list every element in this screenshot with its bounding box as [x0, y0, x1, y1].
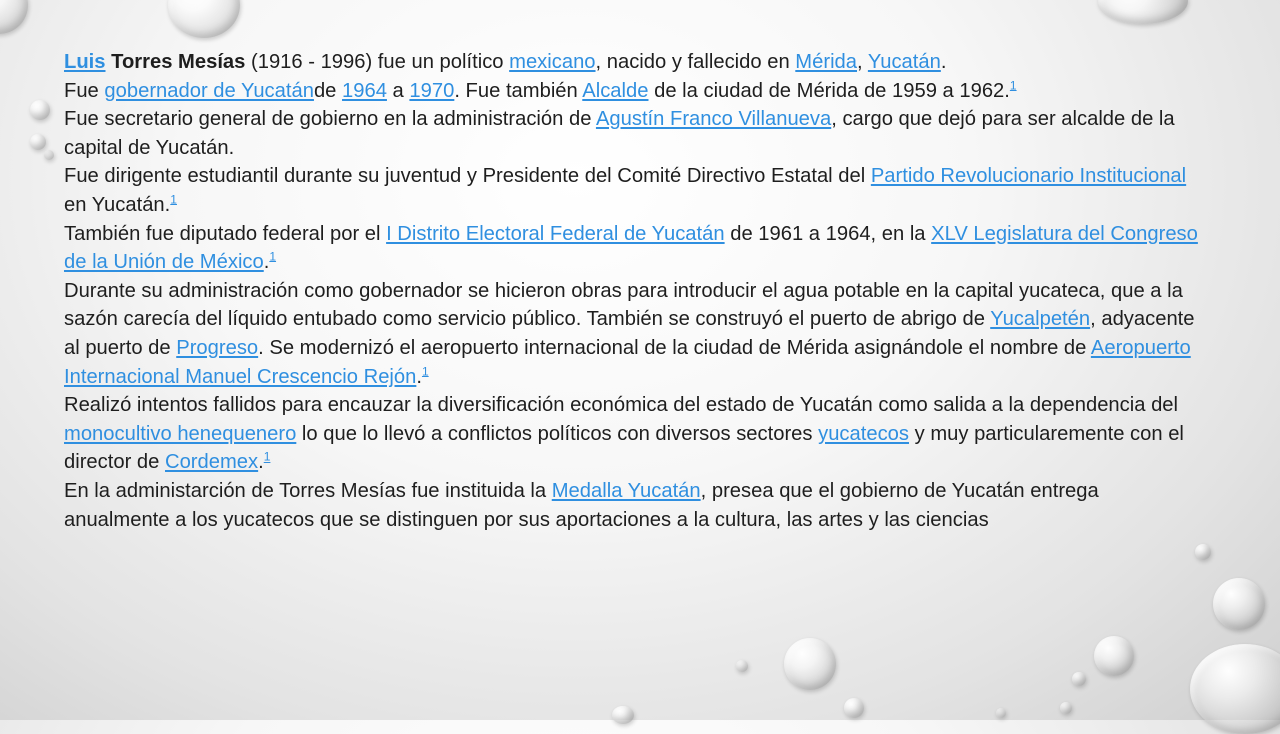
- text-span: .: [940, 51, 947, 73]
- text-span: a: [386, 79, 410, 102]
- water-drop-decoration: [168, 0, 240, 38]
- article-body: [64, 48, 1209, 534]
- link-1970[interactable]: 1970: [409, 79, 455, 102]
- paragraph-biography: [64, 48, 1209, 162]
- text-span: También fue diputado federal por el: [64, 222, 387, 245]
- text-span: , nacido y fallecido en: [595, 51, 796, 73]
- paragraph-economy: [64, 391, 1209, 477]
- link-yucatan[interactable]: Yucatán: [867, 51, 941, 73]
- link-xlv-legislatura[interactable]: XLV Legislatura del Congreso de la Unión de México: [64, 222, 1198, 274]
- paragraph-administration: [64, 277, 1209, 391]
- reference-link[interactable]: 1: [263, 449, 271, 464]
- text-span: Fue dirigente estudiantil durante su juventud y Presidente del Comité Directivo Estatal del: [64, 165, 871, 188]
- link-agustin-franco-villanueva[interactable]: Agustín Franco Villanueva: [595, 108, 832, 131]
- link-progreso[interactable]: Progreso: [176, 336, 259, 359]
- water-drop-decoration: [1190, 644, 1280, 734]
- text-span: de 1961 a 1964, en la: [724, 222, 932, 245]
- link-monocultivo-henequenero[interactable]: monocultivo henequenero: [64, 422, 297, 445]
- water-drop-decoration: [612, 706, 634, 724]
- water-drop-decoration: [1098, 0, 1188, 24]
- text-span: en Yucatán.: [64, 193, 171, 216]
- water-drop-decoration: [30, 134, 46, 150]
- water-drop-decoration: [30, 100, 50, 120]
- paragraph-medalla: [64, 477, 1209, 534]
- text-span: y muy particularemente con el director de: [64, 422, 1184, 474]
- water-drop-decoration: [784, 638, 836, 690]
- text-span: , presea que el gobierno de Yucatán entrega anualmente a los yucatecos que se distinguen por sus aportaciones a la cultura, las artes y las ciencias: [64, 479, 1099, 531]
- reference-link[interactable]: 1: [170, 192, 177, 207]
- water-drop-decoration: [44, 150, 54, 160]
- text-span: , cargo que dejó para ser alcalde de la capital de Yucatán.: [64, 108, 1175, 159]
- link-1964[interactable]: 1964: [342, 79, 387, 102]
- text-span: .: [258, 451, 264, 474]
- text-span: , adyacente al puerto de: [64, 308, 1195, 359]
- link-alcalde[interactable]: Alcalde: [582, 79, 649, 102]
- reference-link[interactable]: 1: [269, 249, 277, 264]
- reference-link[interactable]: 1: [1009, 77, 1017, 92]
- link-gobernador-de-yucatan[interactable]: gobernador de Yucatán: [104, 79, 314, 102]
- water-drop-decoration: [1213, 578, 1265, 630]
- water-drop-decoration: [996, 708, 1006, 718]
- link-yucalpeten[interactable]: Yucalpetén: [990, 308, 1091, 331]
- paragraph-diputado: [64, 220, 1209, 277]
- water-drop-decoration: [736, 660, 748, 672]
- link-mexicano[interactable]: mexicano: [509, 51, 596, 73]
- text-span: (1916 - 1996) fue un político: [245, 51, 510, 73]
- text-span: de: [313, 79, 343, 102]
- water-drop-decoration: [0, 0, 28, 34]
- link-merida[interactable]: Mérida: [795, 51, 858, 73]
- text-span: Durante su administración como gobernador se hicieron obras para introducir el agua potable en la capital yucateca, que a la sazón carecía del líquido entubado como servicio público. También se construyó el puerto de abrigo de: [64, 279, 1183, 331]
- link-cordemex[interactable]: Cordemex: [165, 451, 259, 474]
- text-span: En la administarción de Torres Mesías fue instituida la: [64, 479, 552, 502]
- text-span: lo que lo llevó a conflictos políticos con diversos sectores: [296, 422, 819, 445]
- water-drop-decoration: [1094, 636, 1134, 676]
- link-luis[interactable]: Luis: [64, 51, 106, 73]
- text-span: Realizó intentos fallidos para encauzar la diversificación económica del estado de Yucatán como salida a la dependencia del: [64, 394, 1179, 417]
- water-drop-decoration: [1195, 544, 1211, 560]
- link-medalla-yucatan[interactable]: Medalla Yucatán: [551, 479, 701, 502]
- text-span: . Fue también: [454, 79, 583, 102]
- text-span: ,: [857, 51, 868, 73]
- name-text: Torres Mesías: [105, 51, 246, 73]
- reference-link[interactable]: 1: [421, 363, 429, 378]
- text-span: de la ciudad de Mérida de 1959 a 1962.: [648, 79, 1010, 102]
- water-drop-decoration: [1060, 702, 1072, 714]
- link-yucatecos[interactable]: yucatecos: [818, 422, 910, 445]
- text-span: . Se modernizó el aeropuerto internacional de la ciudad de Mérida asignándole el nombre de: [258, 336, 1091, 359]
- text-span: .: [416, 365, 422, 388]
- text-span: Fue secretario general de gobierno en la administración de: [64, 108, 596, 131]
- link-partido-revolucionario-institucional[interactable]: Partido Revolucionario Institucional: [870, 165, 1187, 188]
- paragraph-student-leader: [64, 162, 1209, 219]
- link-aeropuerto[interactable]: Aeropuerto Internacional Manuel Crescencio Rejón: [64, 336, 1191, 388]
- text-span: .: [263, 251, 270, 274]
- link-distrito-electoral[interactable]: I Distrito Electoral Federal de Yucatán: [386, 222, 725, 245]
- water-drop-decoration: [844, 698, 864, 718]
- text-span: Fue: [64, 79, 105, 102]
- water-drop-decoration: [1072, 672, 1086, 686]
